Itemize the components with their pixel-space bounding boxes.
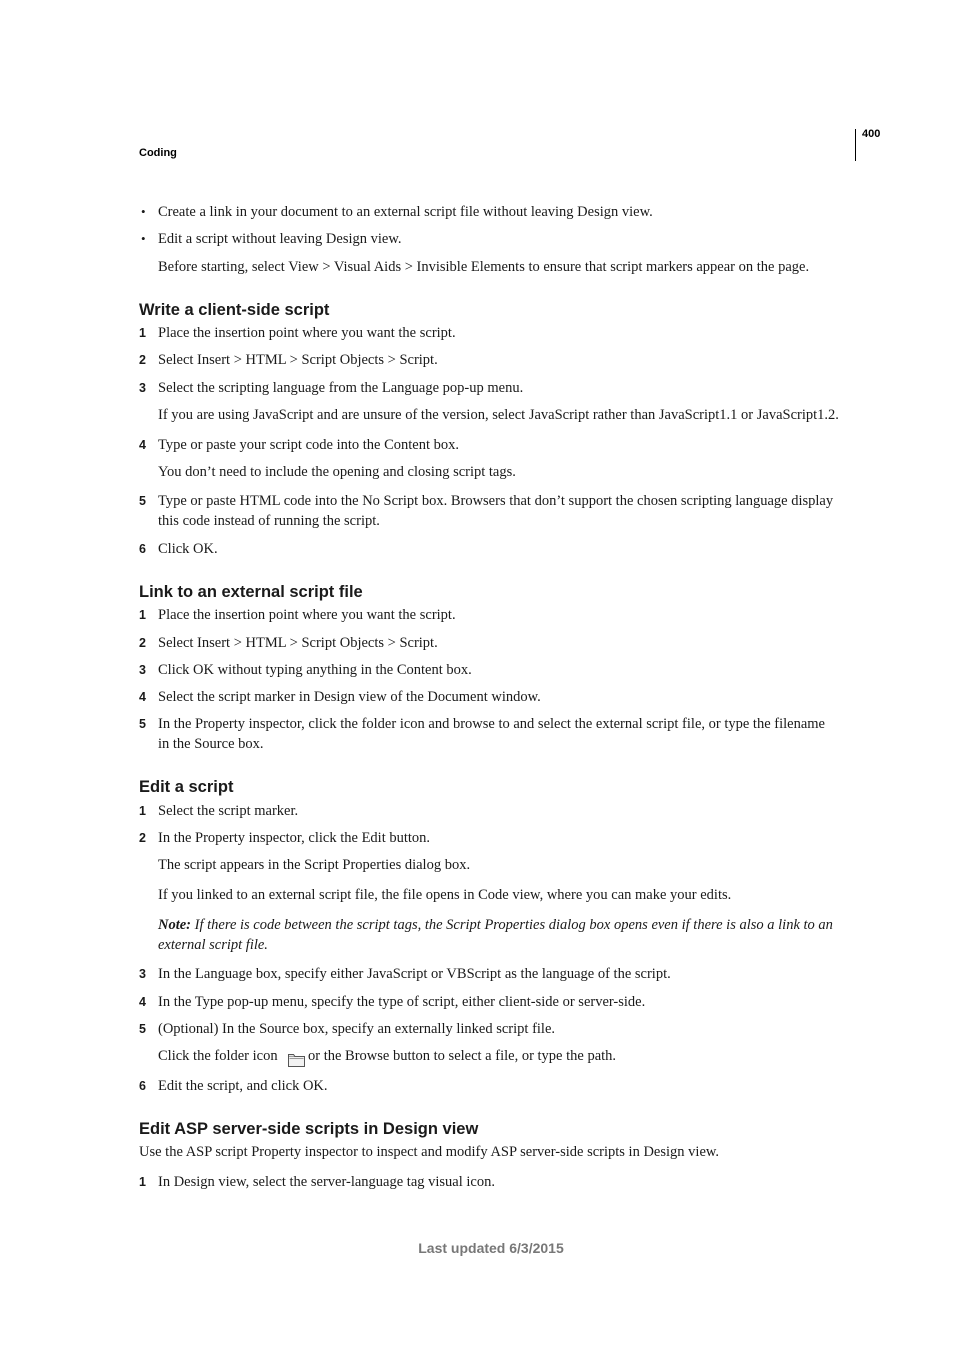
step-text: In Design view, select the server-language tag visual icon. [158, 1174, 495, 1190]
step-number: 6 [139, 1079, 146, 1093]
step-subtext: You don’t need to include the opening and closing script tags. [158, 464, 516, 480]
page-number: 400 [862, 128, 881, 140]
note-label: Note: [158, 917, 192, 933]
step-text: Type or paste HTML code into the No Script box. Browsers that don’t support the chosen scripting language display [158, 493, 834, 509]
step-number: 5 [139, 1022, 146, 1036]
note-text: If there is code between the script tags, the Script Properties dialog box opens even if there is also a link to an [194, 917, 833, 933]
step-text: Click OK without typing anything in the Content box. [158, 662, 472, 678]
step-text: In the Property inspector, click the folder icon and browse to and select the external script file, or type the filename [158, 716, 825, 732]
step-number: 4 [139, 438, 146, 452]
step-text: (Optional) In the Source box, specify an externally linked script file. [158, 1021, 556, 1037]
footer-last-updated: Last updated 6/3/2015 [418, 1240, 564, 1256]
section-heading: Edit ASP server-side scripts in Design view [139, 1120, 479, 1138]
step-text: In the Language box, specify either JavaScript or VBScript as the language of the script. [158, 966, 671, 982]
step-number: 2 [139, 353, 146, 367]
step-number: 5 [139, 717, 146, 731]
step-text: Edit the script, and click OK. [158, 1078, 328, 1094]
step-number: 3 [139, 663, 146, 677]
section-heading: Link to an external script file [139, 583, 363, 601]
body-paragraph: Before starting, select View > Visual Aids > Invisible Elements to ensure that script markers appear on the page. [158, 259, 810, 275]
step-number: 2 [139, 831, 146, 845]
section-heading: Write a client-side script [139, 301, 330, 319]
step-text: Place the insertion point where you want the script. [158, 607, 456, 623]
step-number: 2 [139, 636, 146, 650]
step-text: Type or paste your script code into the Content box. [158, 437, 460, 453]
step-text: In the Property inspector, click the Edit button. [158, 830, 431, 846]
running-head: Coding [139, 147, 177, 159]
step-text: Select the scripting language from the Language pop-up menu. [158, 380, 524, 396]
step-number: 1 [139, 608, 146, 622]
step-text: in the Source box. [158, 736, 264, 752]
bullet-item: Create a link in your document to an external script file without leaving Design view. [158, 204, 653, 220]
step-number: 5 [139, 494, 146, 508]
note [158, 915, 833, 935]
step-text: Place the insertion point where you want the script. [158, 325, 456, 341]
step-number: 4 [139, 995, 146, 1009]
step-subtext: Click the folder icon [158, 1048, 278, 1064]
step-text: Select the script marker. [158, 803, 299, 819]
step-text: this code instead of running the script. [158, 513, 380, 529]
step-subtext: The script appears in the Script Properties dialog box. [158, 857, 471, 873]
bullet-icon: • [141, 204, 146, 219]
step-number: 1 [139, 1175, 146, 1189]
body-paragraph: Use the ASP script Property inspector to inspect and modify ASP server-side scripts in Design view. [139, 1144, 720, 1160]
step-text: Select the script marker in Design view of the Document window. [158, 689, 541, 705]
bullet-icon: • [141, 231, 146, 246]
step-number: 3 [139, 967, 146, 981]
folder-icon [287, 1052, 306, 1068]
step-subtext: If you linked to an external script file, the file opens in Code view, where you can make your edits. [158, 887, 732, 903]
note-text: external script file. [158, 937, 268, 953]
step-subtext: or the Browse button to select a file, or type the path. [308, 1048, 617, 1064]
step-text: Click OK. [158, 541, 218, 557]
step-number: 6 [139, 542, 146, 556]
bullet-item: Edit a script without leaving Design view. [158, 231, 402, 247]
step-number: 1 [139, 326, 146, 340]
step-number: 1 [139, 804, 146, 818]
page-number-rule [855, 129, 856, 161]
step-text: In the Type pop-up menu, specify the type of script, either client-side or server-side. [158, 994, 646, 1010]
step-number: 3 [139, 381, 146, 395]
step-text: Select Insert > HTML > Script Objects > Script. [158, 352, 438, 368]
step-number: 4 [139, 690, 146, 704]
step-subtext: If you are using JavaScript and are unsure of the version, select JavaScript rather than JavaScript1.1 or JavaScript1.2. [158, 407, 839, 423]
step-text: Select Insert > HTML > Script Objects > Script. [158, 635, 438, 651]
section-heading: Edit a script [139, 778, 234, 796]
